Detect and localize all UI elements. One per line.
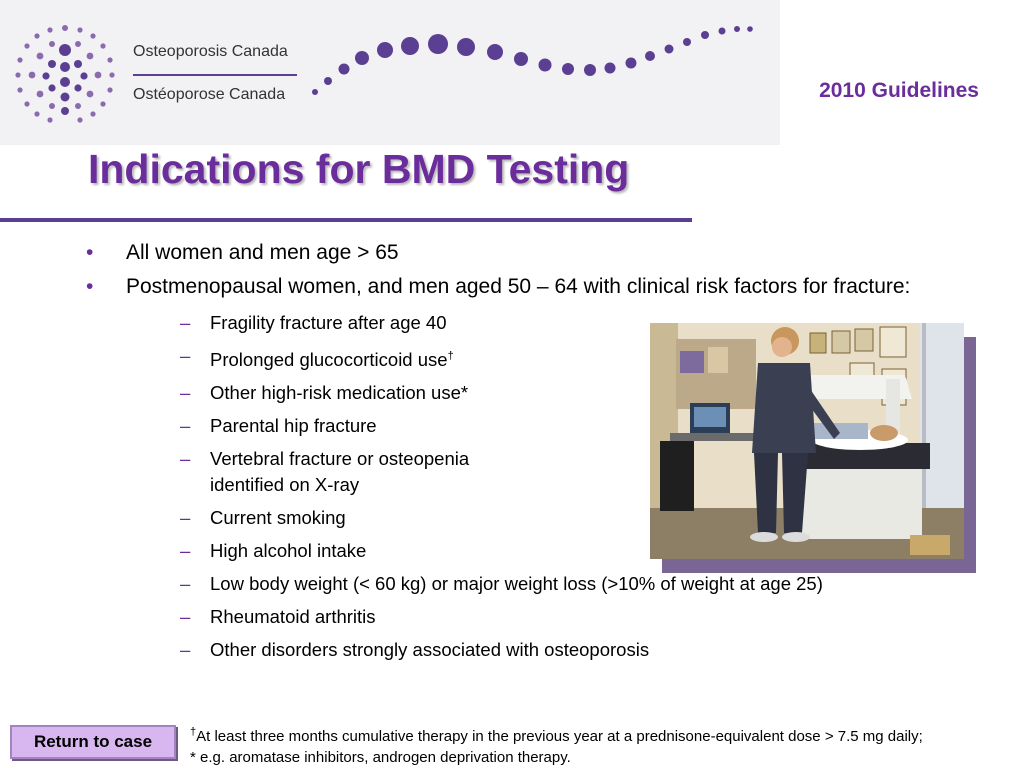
slide-title: Indications for BMD Testing (88, 146, 630, 192)
sub-bullet-item (126, 637, 966, 663)
bullet-marker: • (86, 275, 94, 298)
bullet-text: Postmenopausal women, and men aged 50 – 64 with clinical risk factors for fracture: (126, 275, 911, 298)
footnote (190, 722, 1024, 768)
sub-bullet-text: Prolonged glucocorticoid use (210, 349, 448, 371)
decorative-dot-wave (300, 20, 770, 110)
sub-bullet-text: Low body weight (< 60 kg) or major weight loss (>10% of weight at age 25) (210, 573, 823, 595)
sub-bullet-marker: – (180, 639, 191, 661)
sub-bullet-marker: – (180, 540, 191, 562)
bmd-scan-photo (650, 323, 964, 559)
org-name-divider (133, 74, 297, 76)
sub-bullet-marker: – (180, 606, 191, 628)
return-to-case-button[interactable]: Return to case (10, 725, 176, 759)
footnote-line-1 (190, 722, 1024, 747)
sub-bullet-text: High alcohol intake (210, 540, 367, 562)
sub-bullet-text: Other disorders strongly associated with osteoporosis (210, 639, 650, 661)
sub-bullet-marker: – (180, 415, 191, 437)
bullet-item (86, 240, 966, 266)
osteoporosis-canada-logo (10, 20, 120, 130)
sub-bullet-marker: – (180, 312, 191, 333)
dagger-mark: † (190, 726, 197, 738)
org-name-english: Osteoporosis Canada (133, 43, 288, 60)
sub-bullet-text: Other high-risk medication use* (210, 382, 469, 404)
sub-bullet-marker: – (180, 345, 191, 366)
bullet-marker: • (86, 241, 94, 264)
sub-bullet-text: Parental hip fracture (210, 415, 377, 437)
sub-bullet-text: Vertebral fracture or osteopenia (210, 448, 470, 470)
sub-bullet-text: Current smoking (210, 507, 346, 529)
footnote-line-2: * e.g. aromatase inhibitors, androgen deprivation therapy. (190, 749, 571, 766)
header-band (0, 0, 780, 145)
dagger-mark: † (447, 350, 454, 362)
sub-bullet-marker: – (180, 382, 191, 404)
sub-bullet-text: Rheumatoid arthritis (210, 606, 376, 628)
bullet-text: All women and men age > 65 (126, 241, 399, 264)
sub-bullet-text: Fragility fracture after age 40 (210, 312, 447, 333)
sub-bullet-marker: – (180, 573, 191, 595)
sub-bullet-item (126, 571, 966, 597)
org-name-french: Ostéoporose Canada (133, 86, 286, 103)
title-underline (0, 218, 692, 222)
footnote-line-1-text: At least three months cumulative therapy in the previous year at a prednisone-equivalent dose > 7.5 mg daily; (196, 728, 923, 745)
sub-bullet-item (126, 604, 966, 630)
sub-bullet-text-line-2: identified on X-ray (210, 474, 360, 496)
sub-bullet-marker: – (180, 448, 191, 470)
guidelines-label: 2010 Guidelines (819, 79, 979, 102)
sub-bullet-marker: – (180, 507, 191, 529)
